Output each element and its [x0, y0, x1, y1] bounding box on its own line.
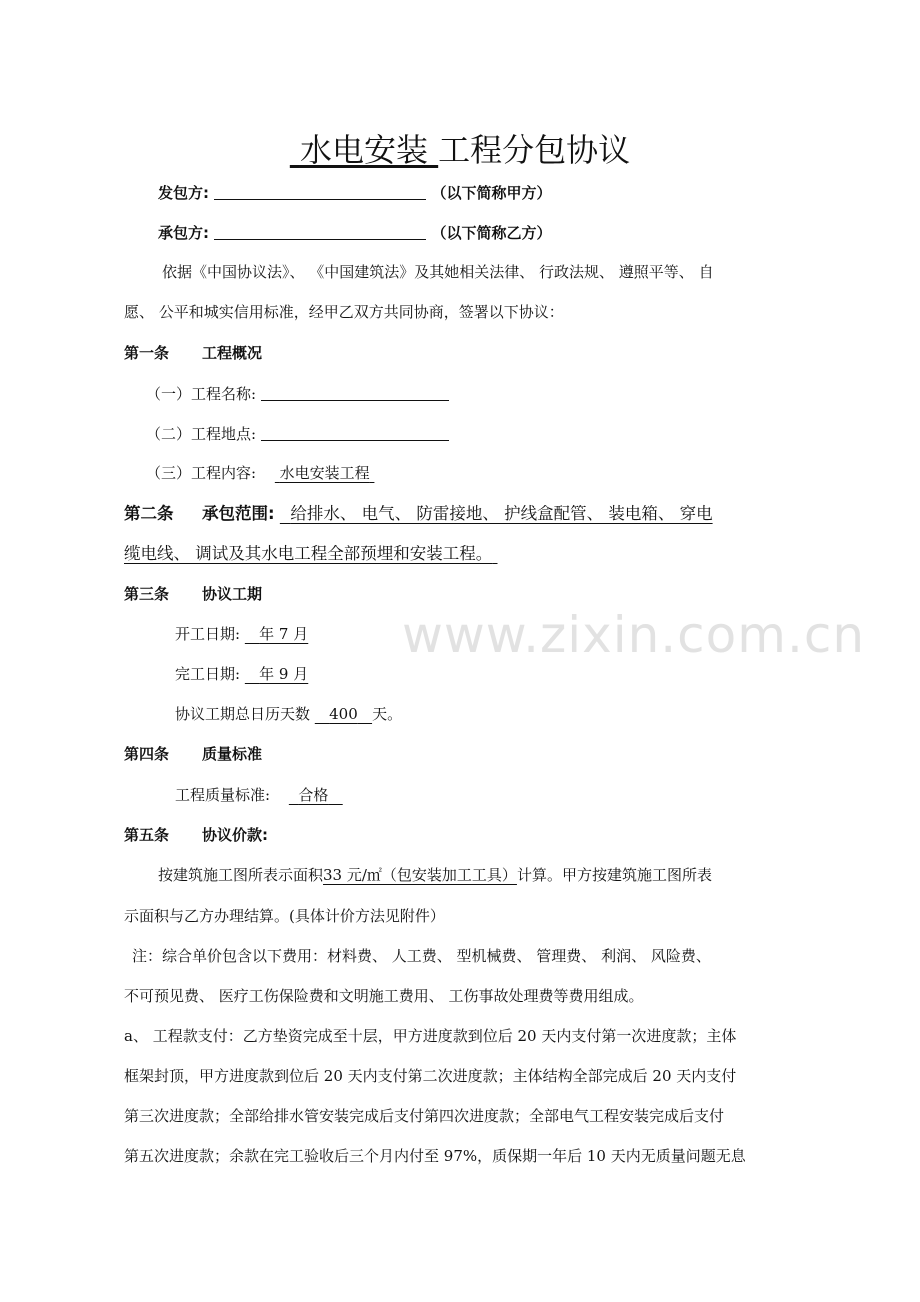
article2-line-1: 第二条 承包范围: 给排水、 电气、 防雷接地、 护线盒配管、 装电箱、 穿电 [124, 504, 713, 523]
total-days-unit: 天。 [372, 705, 403, 723]
start-date-line [175, 624, 308, 644]
start-date-value: 年 7 月 [259, 625, 309, 643]
scope-title: 承包范围: [202, 504, 275, 523]
employer-note: （以下简称甲方） [431, 184, 552, 202]
payment-line-3: 第三次进度款；全部给排水管安装完成后支付第四次进度款；全部电气工程安装完成后支付 [124, 1107, 725, 1125]
quality-line [175, 785, 343, 805]
contractor-note: （以下简称乙方） [431, 224, 552, 242]
project-location-line [146, 423, 449, 444]
contractor-label: 承包方: [158, 224, 209, 242]
end-date-line [175, 664, 308, 684]
project-name-label: （一）工程名称: [146, 385, 257, 403]
project-content-value: 水电安装工程 [279, 464, 370, 482]
project-name-blank[interactable] [261, 383, 449, 401]
start-date-label: 开工日期: [175, 625, 241, 643]
quality-label: 工程质量标准: [175, 786, 271, 804]
employer-blank[interactable] [214, 182, 426, 200]
contractor-line [158, 222, 551, 243]
title-underlined: 水电安装 [299, 131, 428, 169]
title-rest: 工程分包协议 [438, 131, 631, 169]
intro-line-1: 依据《中国协议法》、 《中国建筑法》及其她相关法律、 行政法规、 遵照平等、 自 [162, 263, 714, 281]
article3-heading: 第三条 协议工期 [124, 585, 263, 603]
note-line-2: 不可预见费、 医疗工伤保险费和文明施工费用、 工伤事故处理费等费用组成。 [124, 987, 644, 1005]
project-location-blank[interactable] [261, 423, 449, 441]
quality-value: 合格 [298, 786, 329, 804]
payment-line-2: 框架封顶，甲方进度款到位后 20 天内支付第二次进度款；主体结构全部完成后 20 天内支付 [124, 1067, 737, 1085]
project-content-line [146, 463, 374, 483]
document-title [0, 128, 920, 172]
unit-price-value: 33 元/㎡（包安装加工工具） [323, 866, 517, 884]
project-content-label: （三）工程内容: [146, 464, 257, 482]
scope-line-2: 缆电线、 调试及其水电工程全部预埋和安装工程。 [124, 544, 493, 563]
intro-line-2: 愿、 公平和城实信用标准，经甲乙双方共同协商，签署以下协议： [124, 303, 564, 321]
article1-heading: 第一条 工程概况 [124, 344, 263, 362]
price-line-1: 按建筑施工图所表示面积33 元/㎡（包安装加工工具）计算。甲方按建筑施工图所表 [158, 866, 712, 884]
total-days-label: 协议工期总日历天数 [175, 705, 311, 723]
article4-heading: 第四条 质量标准 [124, 745, 263, 763]
article5-heading: 第五条 协议价款: [124, 826, 268, 844]
employer-label: 发包方: [158, 184, 209, 202]
note-line-1: 注：综合单价包含以下费用：材料费、 人工费、 型机械费、 管理费、 利润、 风险费、 [132, 947, 711, 965]
project-location-label: （二）工程地点: [146, 425, 257, 443]
total-days-value: 400 [329, 705, 358, 723]
end-date-value: 年 9 月 [259, 665, 309, 683]
end-date-label: 完工日期: [175, 665, 241, 683]
project-name-line [146, 383, 449, 404]
price-line-2: 示面积与乙方办理结算。(具体计价方法见附件） [124, 907, 445, 925]
payment-line-4: 第五次进度款；余款在完工验收后三个月内付至 97%，质保期一年后 10 天内无质量问题无息 [124, 1147, 746, 1165]
total-days-line [175, 704, 402, 724]
watermark: www.zixin.com.cn [402, 606, 866, 664]
payment-line-1: a、 工程款支付：乙方垫资完成至十层，甲方进度款到位后 20 天内支付第一次进度款；主体 [124, 1027, 737, 1045]
employer-line [158, 182, 551, 203]
contractor-blank[interactable] [214, 222, 426, 240]
scope-line-1: 给排水、 电气、 防雷接地、 护线盒配管、 装电箱、 穿电 [290, 504, 713, 523]
